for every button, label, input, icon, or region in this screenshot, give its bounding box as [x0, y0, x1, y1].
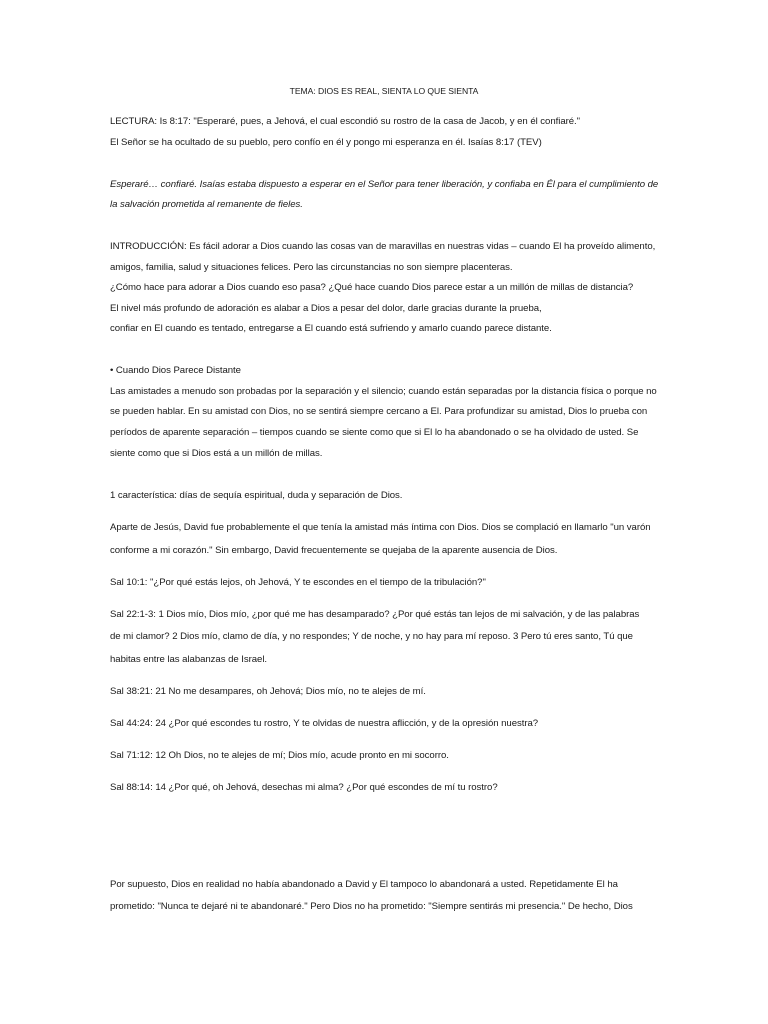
- commentary-line: Esperaré… confiaré. Isaías estaba dispuesto a esperar en el Señor para tener liberación, y confiaba en Él para el cumplimiento de: [110, 179, 659, 190]
- introduction-line: amigos, familia, salud y situaciones felices. Pero las circunstancias no son siempre placenteras.: [110, 262, 513, 273]
- introduction-line: confiar en El cuando es tentado, entregarse a El cuando está sufriendo y amarlo cuando parece distante.: [110, 323, 552, 334]
- introduction-line: ¿Cómo hace para adorar a Dios cuando eso pasa? ¿Qué hace cuando Dios parece estar a un millón de millas de distancia?: [110, 282, 634, 293]
- introduction-line: INTRODUCCIÓN: Es fácil adorar a Dios cuando las cosas van de maravillas en nuestras vidas – cuando El ha proveído alimento,: [110, 241, 656, 252]
- paragraph-line: Por supuesto, Dios en realidad no había abandonado a David y El tampoco lo abandonará a usted. Repetidamente El ha: [110, 879, 618, 890]
- psalm-line: Sal 22:1-3: 1 Dios mío, Dios mío, ¿por qué me has desamparado? ¿Por qué estás tan lejos de mi salvación, y de las palabras: [110, 609, 640, 620]
- reading-verse-line: LECTURA: Is 8:17: "Esperaré, pues, a Jehová, el cual escondió su rostro de la casa de Jacob, y en él confiaré.": [110, 116, 581, 127]
- reading-tev-line: El Señor se ha ocultado de su pueblo, pero confío en él y pongo mi esperanza en él. Isaías 8:17 (TEV): [110, 137, 542, 148]
- introduction-line: El nivel más profundo de adoración es alabar a Dios a pesar del dolor, darle gracias durante la prueba,: [110, 303, 542, 314]
- psalm-line: Sal 71:12: 12 Oh Dios, no te alejes de mí; Dios mío, acude pronto en mi socorro.: [110, 750, 449, 761]
- psalm-line: Sal 88:14: 14 ¿Por qué, oh Jehová, desechas mi alma? ¿Por qué escondes de mí tu rostro?: [110, 782, 498, 793]
- psalm-line: habitas entre las alabanzas de Israel.: [110, 654, 268, 665]
- commentary-line: la salvación prometida al remanente de fieles.: [110, 199, 303, 210]
- paragraph-line: se pueden hablar. En su amistad con Dios, no se sentirá siempre cercano a El. Para profundizar su amistad, Dios lo prueba con: [110, 406, 648, 417]
- psalm-line: Sal 44:24: 24 ¿Por qué escondes tu rostro, Y te olvidas de nuestra aflicción, y de la opresión nuestra?: [110, 718, 539, 729]
- paragraph-line: prometido: "Nunca te dejaré ni te abandonaré." Pero Dios no ha prometido: "Siempre sentirás mi presencia." De hecho, Dios: [110, 901, 633, 912]
- paragraph-line: períodos de aparente separación – tiempos cuando se siente como que si El lo ha abandonado o se ha olvidado de usted. Se: [110, 427, 639, 438]
- paragraph-line: Aparte de Jesús, David fue probablemente el que tenía la amistad más íntima con Dios. Dios se complació en llamarlo "un varón: [110, 522, 651, 533]
- paragraph-line: conforme a mi corazón." Sin embargo, David frecuentemente se quejaba de la aparente ausencia de Dios.: [110, 545, 558, 556]
- psalm-line: de mi clamor? 2 Dios mío, clamo de día, y no respondes; Y de noche, y no hay para mí reposo. 3 Pero tú eres santo, Tú que: [110, 631, 633, 642]
- paragraph-line: Las amistades a menudo son probadas por la separación y el silencio; cuando están separadas por la distancia física o porque no: [110, 386, 657, 397]
- psalm-line: Sal 38:21: 21 No me desampares, oh Jehová; Dios mío, no te alejes de mí.: [110, 686, 426, 697]
- document-title: TEMA: DIOS ES REAL, SIENTA LO QUE SIENTA: [289, 86, 479, 96]
- psalm-line: Sal 10:1: "¿Por qué estás lejos, oh Jehová, Y te escondes en el tiempo de la tribulación?": [110, 577, 486, 588]
- paragraph-line: siente como que si Dios está a un millón de millas.: [110, 448, 323, 459]
- characteristic-line: 1 característica: días de sequía espiritual, duda y separación de Dios.: [110, 490, 403, 501]
- section-heading: • Cuando Dios Parece Distante: [110, 365, 241, 376]
